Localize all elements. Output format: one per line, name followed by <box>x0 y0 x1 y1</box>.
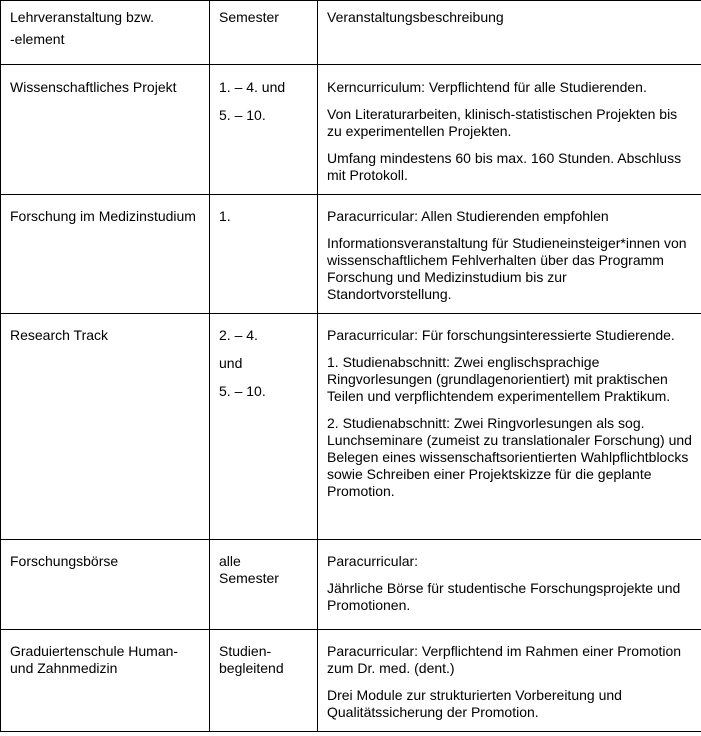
table-row <box>1 540 701 630</box>
description-cell <box>318 630 701 732</box>
table-row <box>1 630 701 732</box>
semester-cell <box>210 195 318 314</box>
table-row <box>1 314 701 540</box>
course-name: Forschungsbörse <box>1 540 210 630</box>
semester-line: und <box>219 355 243 371</box>
table-row <box>1 195 701 314</box>
description-paragraph: 1. Studienabschnitt: Zwei englischsprachige Ringvorlesungen (grundlagenorientiert) mit praktischen Teilen und verpflichtendem experimentellem Praktikum. <box>327 354 671 404</box>
semester-line: Semester <box>219 570 279 586</box>
course-name: Forschung im Medizinstudium <box>1 195 210 314</box>
semester-line: 1. – 4. und <box>219 79 286 95</box>
description-cell <box>318 540 701 630</box>
description-paragraph: Kerncurriculum: Verpflichtend für alle Studierenden. <box>327 79 647 95</box>
description-paragraph: Paracurricular: Allen Studierenden empfohlen <box>327 208 609 224</box>
semester-line: 5. – 10. <box>219 383 266 399</box>
semester-cell <box>210 314 318 540</box>
course-name: Graduiertenschule Human- und Zahnmedizin <box>1 630 210 732</box>
header-description: Veranstaltungsbeschreibung <box>318 1 701 65</box>
table-header-row <box>1 1 701 65</box>
description-paragraph: Paracurricular: <box>327 553 419 569</box>
description-paragraph: Jährliche Börse für studentische Forschungsprojekte und Promotionen. <box>327 580 681 613</box>
header-course-line: Lehrveranstaltung bzw. <box>10 9 154 25</box>
semester-line: 2. – 4. <box>219 327 258 343</box>
semester-line: 1. <box>219 208 231 224</box>
header-semester: Semester <box>210 1 318 65</box>
description-paragraph: Paracurricular: Für forschungsinteressierte Studierende. <box>327 327 675 343</box>
semester-line: 5. – 10. <box>219 107 266 123</box>
description-paragraph: Umfang mindestens 60 bis max. 160 Stunden. Abschluss mit Protokoll. <box>327 150 682 183</box>
description-cell <box>318 314 701 540</box>
semester-line: alle <box>219 553 241 569</box>
description-cell <box>318 65 701 195</box>
description-paragraph: Drei Module zur strukturierten Vorbereitung und Qualitätssicherung der Promotion. <box>327 687 622 720</box>
course-name: Research Track <box>1 314 210 540</box>
description-paragraph: Von Literaturarbeiten, klinisch-statistischen Projekten bis zu experimentellen Projekten. <box>327 106 678 139</box>
table-row <box>1 65 701 195</box>
header-course <box>1 1 210 65</box>
header-course-line: -element <box>10 31 65 47</box>
semester-cell <box>210 65 318 195</box>
description-paragraph: Paracurricular: Verpflichtend im Rahmen einer Promotion zum Dr. med. (dent.) <box>327 643 682 676</box>
semester-line: Studien- <box>219 643 272 659</box>
semester-cell <box>210 540 318 630</box>
description-paragraph: 2. Studienabschnitt: Zwei Ringvorlesungen als sog. Lunchseminare (zumeist zu translationaler Forschung) und Belegen eines wissenschaftsorientierten Wahlpflichtblocks sowie Schreiben einer Projektskizze für die geplante Promotion. <box>327 415 692 499</box>
description-cell <box>318 195 701 314</box>
course-name: Wissenschaftliches Projekt <box>1 65 210 195</box>
semester-cell <box>210 630 318 732</box>
description-paragraph: Informationsveranstaltung für Studieneinsteiger*innen von wissenschaftlichem Fehlverhalten über das Programm Forschung und Medizinstudium bis zur Standortvorstellung. <box>327 235 687 302</box>
semester-line: begleitend <box>219 660 284 676</box>
